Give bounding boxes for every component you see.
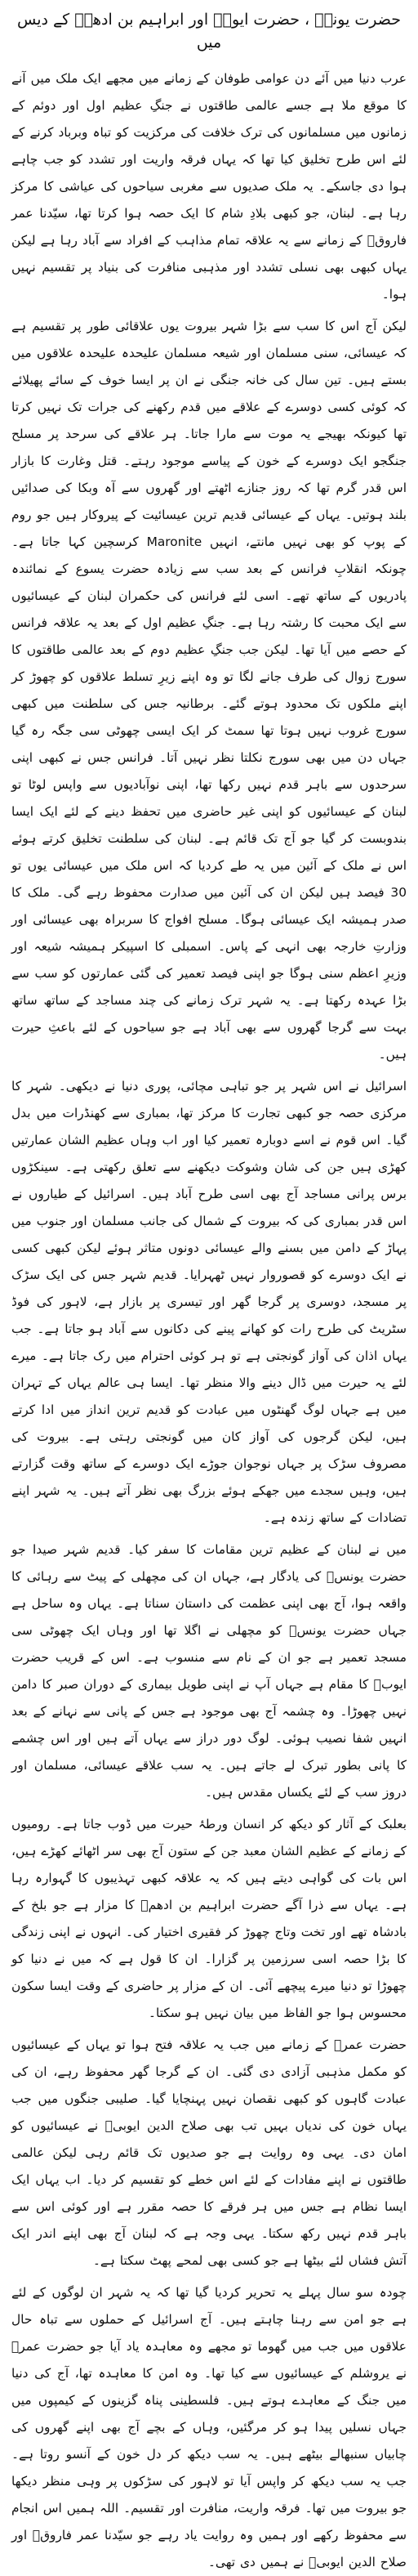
article-paragraph: اسرائیل نے اس شہر پر جو تباہی مچائی، پوری دنیا نے دیکھی۔ شہر کا مرکزی حصہ جو کبھی تجارت کا مرکز تھا، بمباری سے کھنڈرات میں بدل گیا۔ اس قوم نے اسے دوبارہ تعمیر کیا اور اب وہاں عظیم الشان عمارتیں کھڑی ہیں جن کی شان وشوکت دیکھنے سے تعلق رکھتی ہے۔ سینکڑوں برس پرانی مساجد آج بھی اسی طرح آباد ہیں۔ اسرائیل کے طیاروں نے اس قدر بمباری کی کہ بیروت کے شمال کی جانب مسلمان اور جنوب میں پہاڑ کے دامن میں بسنے والے عیسائی دونوں متاثر ہوئے لیکن کبھی کسی نے ایک دوسرے کو قصوروار نہیں ٹھہرایا۔ قدیم شہر جس کی ایک سڑک پر مسجد، دوسری پر گرجا گھر اور تیسری پر بازار ہے، لاہور کی فوڈ سٹریٹ کی طرح رات کو کھانے پینے کی دکانوں سے آباد ہو جاتا ہے۔ جب یہاں اذان کی آواز گونجتی ہے تو ہر کوئی احترام میں رک جاتا ہے۔ میرے لئے یہ حیرت میں ڈال دینے والا منظر تھا۔ ایسا ہی عالم یہاں کے تہران میں ہے جہاں لوگ گھنٹوں میں عبادت کو قدیم ترین انداز میں ادا کرتے ہیں، لیکن گرجوں کی آواز کان میں گونجتی رہتی ہے۔ بیروت کی مصروف سڑک پر جہاں نوجوان جوڑے ایک دوسرے کے ساتھ وقت گزارتے ہیں، وہیں سجدے میں جھکے ہوئے بزرگ بھی نظر آتے ہیں۔ یہ شہر اپنے تضادات کے ساتھ زندہ ہے۔ xyxy=(11,1079,407,1525)
article-paragraph: عرب دنیا میں آئے دن عوامی طوفان کے زمانے میں مجھے ایک ملک میں آنے کا موقع ملا ہے جسے عالمی طاقتوں نے جنگِ عظیم اول اور دوئم کے زمانوں میں مسلمانوں کی ترک خلافت کی مرکزیت کو تباہ وبرباد کرنے کے لئے اس طرح تخلیق کیا تھا کہ یہاں فرقہ واریت اور تشدد کو جب چاہے ہوا دی جاسکے۔ یہ ملک صدیوں سے مغربی سیاحوں کی عیاشی کا مرکز رہا ہے۔ لبنان، جو کبھی بلادِ شام کا ایک حصہ ہوا کرتا تھا، سیّدنا عمر فاروقؓ کے زمانے سے یہ علاقہ تمام مذاہب کے افراد سے آباد رہا ہے لیکن یہاں کبھی بھی نسلی تشدد اور مذہبی منافرت کی بنیاد پر تقسیم نہیں ہوا۔ xyxy=(11,71,407,302)
article-paragraph: چودہ سو سال پہلے یہ تحریر کردیا گیا تھا کہ یہ شہر ان لوگوں کے لئے ہے جو امن سے رہنا چاہتے ہیں۔ آج اسرائیل کے حملوں سے تباہ حال علاقوں میں جب میں گھوما تو مجھے وہ معاہدہ یاد آیا جو حضرت عمرؓ نے یروشلم کے عیسائیوں سے کیا تھا۔ وہ امن کا معاہدہ تھا، آج کی دنیا میں جنگ کے معاہدے ہوتے ہیں۔ فلسطینی پناہ گزینوں کے کیمپوں میں جہاں نسلیں پیدا ہو کر مرگئیں، وہاں کے بچے آج بھی اپنے گھروں کی چابیاں سنبھالے بیٹھے ہیں۔ یہ سب دیکھ کر دل خون کے آنسو روتا ہے۔ جب یہ سب دیکھ کر واپس آیا تو لاہور کی سڑکوں پر وہی منظر دیکھا جو بیروت میں تھا۔ فرقہ واریت، منافرت اور تقسیم۔ اللہ ہمیں اس انجام سے محفوظ رکھے اور ہمیں وہ روایت یاد رہے جو سیّدنا عمر فاروقؓ اور صلاح الدین ایوبیؒ نے ہمیں دی تھی۔ xyxy=(11,2285,407,2569)
article-title: حضرت یونسؑ ، حضرت ایوبؑ اور ابراہیم بن ادھمؒ کے دیس میں xyxy=(16,11,402,51)
article-paragraph: بعلبک کے آثار کو دیکھ کر انسان ورطۂ حیرت میں ڈوب جاتا ہے۔ رومیوں کے زمانے کے عظیم الشان معبد جن کے ستون آج بھی سر اٹھائے کھڑے ہیں، اس بات کی گواہی دیتے ہیں کہ یہ علاقہ کبھی تہذیبوں کا گہوارہ رہا ہے۔ یہاں سے ذرا آگے حضرت ابراہیم بن ادھمؒ کا مزار ہے جو بلخ کے بادشاہ تھے اور تخت وتاج چھوڑ کر فقیری اختیار کی۔ انہوں نے اپنی زندگی کا بڑا حصہ اسی سرزمین پر گزارا۔ ان کا قول ہے کہ میں نے دنیا کو چھوڑا تو دنیا میرے پیچھے آئی۔ ان کے مزار پر حاضری کے وقت ایسا سکون محسوس ہوا جو الفاظ میں بیان نہیں ہو سکتا۔ xyxy=(11,1817,407,2020)
article-paragraph: میں نے لبنان کے عظیم ترین مقامات کا سفر کیا۔ قدیم شہر صیدا جو حضرت یونسؑ کی یادگار ہے، جہاں ان کی مچھلی کے پیٹ سے رہائی کا واقعہ ہوا، آج بھی اپنی عظمت کی داستان سناتا ہے۔ یہاں وہ ساحل ہے جہاں حضرت یونسؑ کو مچھلی نے اگلا تھا اور وہاں ایک چھوٹی سی مسجد تعمیر ہے جو ان کے نام سے منسوب ہے۔ اس کے قریب حضرت ایوبؑ کا مقام ہے جہاں آپ نے اپنی طویل بیماری کے دوران صبر کا دامن نہیں چھوڑا۔ وہ چشمہ آج بھی موجود ہے جس کے پانی سے نہانے کے بعد انہیں شفا نصیب ہوئی۔ لوگ دور دراز سے یہاں آتے ہیں اور اس چشمے کا پانی بطور تبرک لے جاتے ہیں۔ یہ سب علاقے عیسائی، مسلمان اور دروز سب کے لئے یکساں مقدس ہیں۔ xyxy=(11,1542,407,1800)
article-paragraph: حضرت عمرؓ کے زمانے میں جب یہ علاقہ فتح ہوا تو یہاں کے عیسائیوں کو مکمل مذہبی آزادی دی گئی۔ ان کے گرجا گھر محفوظ رہے، ان کی عبادت گاہوں کو کبھی نقصان نہیں پہنچایا گیا۔ صلیبی جنگوں میں جب یہاں خون کی ندیاں بہیں تب بھی صلاح الدین ایوبیؒ نے عیسائیوں کو امان دی۔ یہی وہ روایت ہے جو صدیوں تک قائم رہی لیکن عالمی طاقتوں نے اپنے مفادات کے لئے اس خطے کو تقسیم کر دیا۔ اب یہاں ایک ایسا نظام ہے جس میں ہر فرقے کا حصہ مقرر ہے اور کوئی اس سے باہر قدم نہیں رکھ سکتا۔ یہی وجہ ہے کہ لبنان آج بھی اپنے اندر ایک آتش فشاں لئے بیٹھا ہے جو کسی بھی لمحے پھٹ سکتا ہے۔ xyxy=(11,2037,407,2268)
article-paragraph: لیکن آج اس کا سب سے بڑا شہر بیروت یوں علاقائی طور پر تقسیم ہے کہ عیسائی، سنی مسلمان اور شیعہ مسلمان علیحدہ علیحدہ علاقوں میں بستے ہیں۔ تین سال کی خانہ جنگی نے ان پر ایسا خوف کے سائے پھیلائے کہ کوئی کسی دوسرے کے علاقے میں قدم رکھنے کی جرات تک نہیں کرتا تھا کیونکہ بھیجے یہ موت سے مارا جاتا۔ ہر علاقے کی سرحد پر مسلح جنگجو ایک دوسرے کے خون کے پیاسے موجود رہتے۔ قتل وغارت کا بازار اس قدر گرم تھا کہ روز جنازے اٹھتے اور گھروں سے آہ وبکا کی صدائیں بلند ہوتیں۔ یہاں کے عیسائی قدیم ترین عیسائیت کے پیروکار ہیں جو روم کے پوپ کو بھی نہیں مانتے، انہیں Maronite کرسچین کہا جاتا ہے۔ چونکہ انقلابِ فرانس کے بعد سب سے زیادہ حضرت یسوع کے نمائندہ پادریوں کے ساتھ تھے۔ اسی لئے فرانس کی حکمران لبنان کے عیسائیوں سے ایک محبت کا رشتہ رہا ہے۔ جنگِ عظیم اول کے بعد یہ علاقہ فرانس کے حصے میں آیا تھا۔ لیکن جب جنگِ عظیم دوم کے بعد عالمی طاقتوں کا سورج زوال کی طرف جانے لگا تو وہ اپنے زیرِ تسلط علاقوں کو چھوڑ کر اپنے ملکوں تک محدود ہوتے گئے۔ برطانیہ جس کی سلطنت میں کبھی سورج غروب نہیں ہوتا تھا سمٹ کر ایک ایسی چھوٹی سی جگہ رہ گیا جہاں دن میں بھی سورج نکلتا نظر نہیں آتا۔ فرانس جس نے کبھی اپنی سرحدوں سے باہر قدم نہیں رکھا تھا، اپنی نوآبادیوں سے واپس لوٹا تو لبنان کے عیسائیوں کو اپنی غیر حاضری میں تحفظ دینے کے لئے ایک ایسا بندوبست کر گیا جو آج تک قائم ہے۔ لبنان کی سلطنت تخلیق کرتے ہوئے اس نے ملک کے آئین میں یہ طے کردیا کہ اس ملک میں عیسائی یوں تو 30 فیصد ہیں لیکن ان کی آئین میں صدارت محفوظ رہے گی۔ ملک کا صدر ہمیشہ ایک عیسائی ہوگا۔ مسلح افواج کا سربراہ بھی عیسائی اور وزارتِ خارجہ بھی انہی کے پاس۔ اسمبلی کا اسپیکر ہمیشہ شیعہ اور وزیرِ اعظم سنی ہوگا جو اپنی فیصد تعمیر کی گئی عمارتوں کو سب سے بڑا عہدہ رکھتا ہے۔ یہ شہر ترک زمانے کی چند مساجد کے ساتھ ساتھ بہت سے گرجا گھروں سے بھی آباد ہے جو سیاحوں کے لئے باعثِ حیرت ہیں۔ xyxy=(11,319,407,1062)
article-body xyxy=(11,65,407,2576)
